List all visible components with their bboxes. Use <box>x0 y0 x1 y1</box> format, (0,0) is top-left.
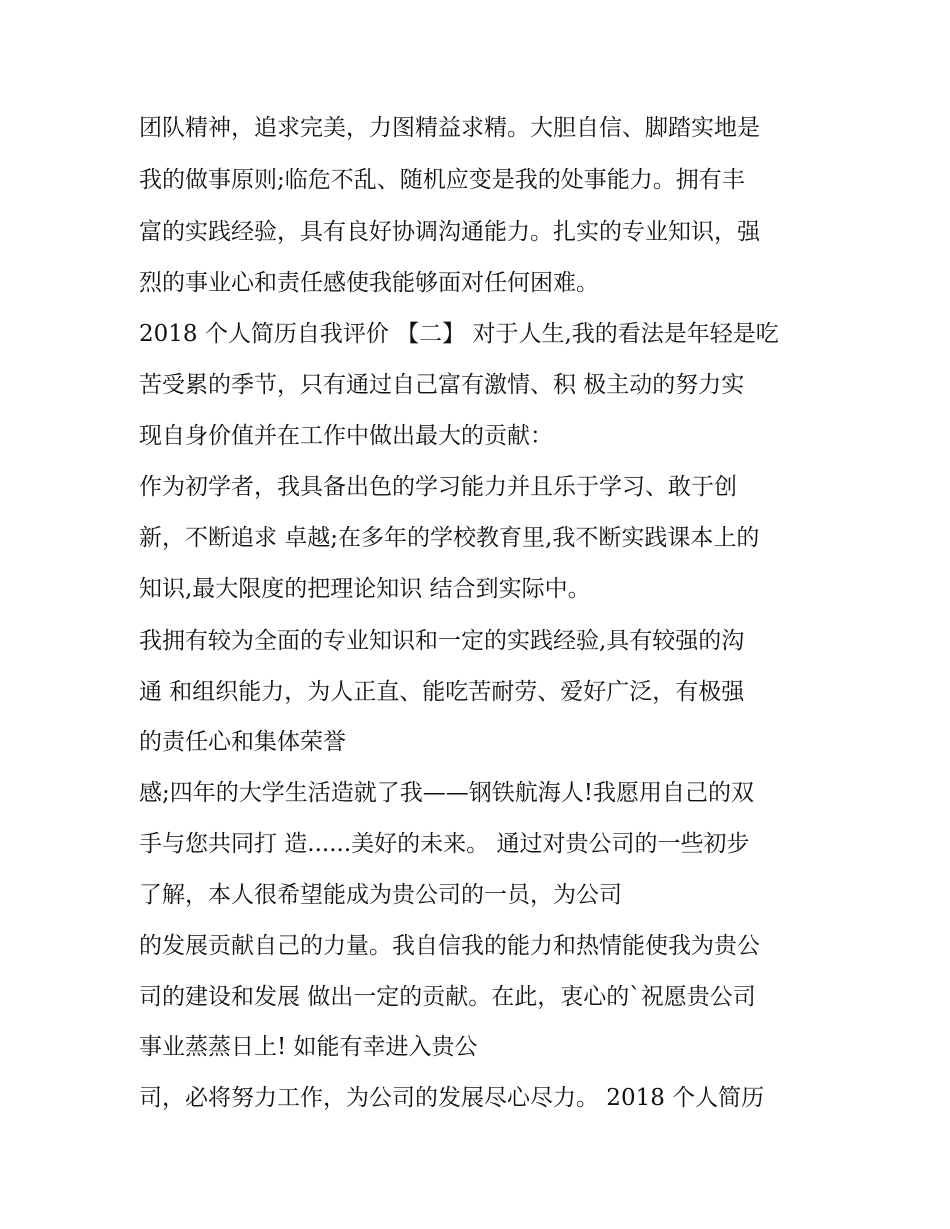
body-text-line: 了解，本人很希望能成为贵公司的一员，为公司 <box>139 882 622 908</box>
body-text-line: 我的做事原则;临危不乱、随机应变是我的处事能力。拥有丰 <box>139 167 745 193</box>
body-text-line: 苦受累的季节，只有通过自己富有激情、积 极主动的努力实 <box>139 372 745 398</box>
body-text-line: 新，不断追求 卓越;在多年的学校教育里,我不断实践课本上的 <box>139 525 760 551</box>
body-text-line: 富的实践经验，具有良好协调沟通能力。扎实的专业知识，强 <box>139 219 760 245</box>
body-text-line: 感;四年的大学生活造就了我——钢铁航海人!我愿用自己的双 <box>139 780 754 806</box>
body-text-line: 手与您共同打 造......美好的未来。 通过对贵公司的一些初步 <box>139 831 750 857</box>
body-text-line: 事业蒸蒸日上! 如能有幸进入贵公 <box>139 1034 478 1060</box>
section-heading-line: 2018 个人简历自我评价 【二】 对于人生,我的看法是年轻是吃 <box>139 321 779 347</box>
body-text-line: 团队精神，追求完美，力图精益求精。大胆自信、脚踏实地是 <box>139 115 760 141</box>
body-text-line: 通 和组织能力，为人正直、能吃苦耐劳、爱好广泛，有极强 <box>139 679 745 705</box>
body-text-line: 烈的事业心和责任感使我能够面对任何困难。 <box>139 270 599 296</box>
body-text-line: 司，必将努力工作，为公司的发展尽心尽力。 2018 个人简历 <box>139 1085 765 1111</box>
body-text-line: 的发展贡献自己的力量。我自信我的能力和热情能使我为贵公 <box>139 933 760 959</box>
body-text-line: 司的建设和发展 做出一定的贡献。在此，衷心的`祝愿贵公司 <box>139 984 756 1010</box>
body-text-line: 知识,最大限度的把理论知识 结合到实际中。 <box>139 576 591 602</box>
body-text-line: 的责任心和集体荣誉 <box>139 729 346 755</box>
body-text-line: 作为初学者，我具备出色的学习能力并且乐于学习、敢于创 <box>139 474 737 500</box>
body-text-line: 我拥有较为全面的专业知识和一定的实践经验,具有较强的沟 <box>139 628 745 654</box>
body-text-line: 现自身价值并在工作中做出最大的贡献： <box>139 423 553 449</box>
